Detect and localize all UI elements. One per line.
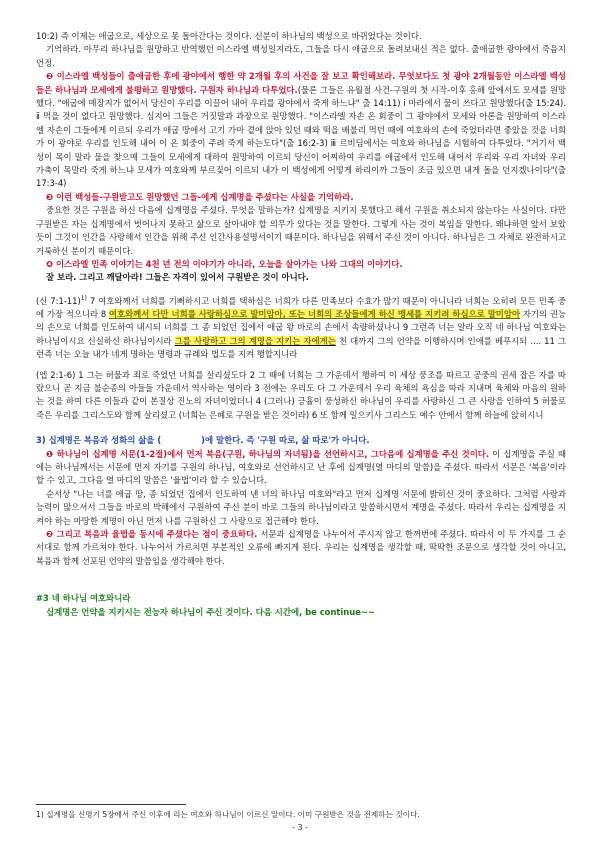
point-2-heading: ❷ 이스라엘 백성들이 출애굽한 후에 광야에서 행한 약 2개월 후의 사건을 잘 보고 확인해보라. 무엇보다도 첫 광야 2개월동안 이스라엘 백성들은 하나님과 모세에게 불평하고 원망했다. 구원자 하나님과 다투었다.: [36, 71, 566, 95]
document-body: [36, 30, 566, 619]
footnote-ref: 1): [80, 294, 87, 302]
paragraph-3: [36, 70, 566, 191]
emphasis-line: 잘 보라. 그리고 깨달아라! 그들은 자격이 있어서 구원받은 것이 아니다.: [46, 272, 309, 283]
deuteronomy-quote: (신 7:1-11)$^{1)}$ 7 여호와께서 너희를 기뻐하시고 너희를 택하심은 너희가 다른 민족보다 수효가 많기 때문이 아니니라 너희는 오히려 모든 민족 중에 가장 적으니라 8 여호와께서 다만 너희를 사랑하심으로 말미암아, 또는 너희의 조상들에게 하신 맹세를 지키려 하심으로 말미암아 자기의 권능의 손으로 너희를 인도하여 내시되 너희를 그 종 되었던 집에서 애굽 왕 바로의 손에서 속량하셨나니 9 그런즉 너는 알라 오직 네 하나님 여호와는 하나님이시요 신실하신 하나님이시라 그를 사랑하고 그의 계명을 지키는 자에게는 천 대까지 그의 언약을 이행하시며 인애를 베푸시되 .... 11 그런즉 너는 오늘 내가 네게 명하는 명령과 규례와 법도를 지켜 행할지니라: [36, 294, 567, 360]
underlined-phrase: 그를 사랑하고 그의 계명을 지키는 자에게는: [174, 335, 336, 346]
paragraph-9: ❶ 하나님이 십계명 서문(1-2절)에서 먼저 복음(구원, 하나님의 자녀됨)을 선언하시고, 그다음에 십계명을 주신 것이다. 이 십계명을 주실 때에는 하나님께서는 서문에 먼저 자기를 구원의 하나님, 여호와로 선언하시고 난 후에 십계명(열 마디의 말씀)을 주셨다. 따라서 서문은 '복음'이라 할 수 있고, 그다음 열 마디의 말씀은 '율법'이라 할 수 있습니다.: [36, 448, 566, 486]
paragraph-10: 순서상 "나는 너를 애굽 땅, 종 되었던 집에서 인도하여 낸 너의 하나님 여호와"라고 먼저 십계명 서문에 밝히신 것이 중요하다. 그처럼 사랑과 능력이 많으셔서 그들을 바로의 박해에서 구원하여 주신 분이 바로 그들의 하나님이라고 말씀하시면서 계명을 주셨다. 따라서 우리는 십계명을 지켜야 하는 마땅한 계명이 아닌 먼저 나를 구원하신 그 사랑으로 접근해야 한다.: [36, 488, 566, 526]
paragraph-3-text: (물론 그들은 유월절 사건-구원의 첫 시작-이후 홍해 앞에서도 모세를 원망했다. "애굽에 매장지가 없어서 당신이 우리를 이끌어 내어 우리를 광야에서 죽게 하느냐" 출 14:11) ⅰ 마라에서 물이 쓰다고 원망했다(출 15:24). ⅱ 먹을 것이 없다고 원망했다. 심지어 그들은 거짓말과 과장으로 원망했다. "이스라엘 자손 온 회중이 그 광야에서 모세와 아론을 원망하여 이스라엘 자손이 그들에게 이르되 우리가 애굽 땅에서 고기 가마 곁에 앉아 있던 때와 떡을 배불리 먹던 때에 여호와의 손에 죽었더라면 좋았을 것을 너희가 이 광야로 우리를 인도해 내어 이 온 회중이 주려 죽게 하는도다"(출 16:2-3) ⅲ 르비딤에서는 여호와 하나님을 시험하여 다투었다. "거기서 백성이 목이 말라 물을 찾으매 그들이 모세에게 대하여 원망하여 이르되 당신이 어찌하여 우리를 애굽에서 인도해 내어서 우리와 우리 자녀와 우리 가축이 목말라 죽게 하느냐 모세가 여호와께 부르짖어 이르되 내가 이 백성에게 어떻게 하리이까 그들이 조금 있으면 내게 돌을 던지겠나이다"(출 17:3-4): [36, 84, 566, 189]
highlighted-phrase: 여호와께서 다만 너희를 사랑하심으로 말미암아, 또는 너희의 조상들에게 하신 맹세를 지키려 하심으로 말미암아: [108, 308, 521, 319]
section-4-heading: #3 네 하나님 여호와니라: [36, 593, 131, 604]
ephesians-quote: (엡 2:1-6) 1 그는 허물과 죄로 죽었던 너희를 살리셨도다 2 그 때에 너희는 그 가운데서 행하여 이 세상 풍조를 따르고 공중의 권세 잡은 자를 따랐으니 곧 지금 불순종의 아들들 가운데서 역사하는 영이라 3 전에는 우리도 다 그 가운데서 우리 육체의 욕심을 따라 지내며 육체와 마음의 원하는 것을 하여 다른 이들과 같이 본질상 진노의 자녀이었더니 4 (그러나) 긍휼이 풍성하신 하나님이 우리를 사랑하신 그 큰 사랑을 인하여 5 허물로 죽은 우리를 그리스도와 함께 살리셨고 (너희는 은혜로 구원을 받은 것이라) 6 또 함께 일으키사 그리스도 예수 안에서 함께 하늘에 앉히시니: [36, 369, 566, 420]
section-3-point-2: ❷ 그리고 복음과 율법을 동시에 주셨다는 점이 중요하다.: [46, 529, 258, 540]
point-4-heading: ❹ 이스라엘 민족 이야기는 4천 년 전의 이야기가 아니라, 오늘을 살아가는 나와 그대의 이야기다.: [46, 258, 403, 269]
paragraph-1: 10:2) 즉 이제는 애굽으로, 세상으로 못 돌아간다는 것이다. 신분이 하나님의 백성으로 바뀌었다는 것이다.: [36, 31, 422, 41]
paragraph-2: 기억하라. 아무리 하나님을 원망하고 반역했던 이스라엘 백성일지라도, 그들을 다시 애굽으로 돌려보내신 적은 없다. 출애굽한 광야에서 죽음지언정.: [36, 44, 566, 68]
section-3-heading: 3) 십계명은 복음과 성화의 삶을 ( )에 말한다. 즉 '구원 따로, 삶 따로'가 아니다.: [36, 435, 370, 446]
page-number: - 3 -: [292, 823, 308, 832]
section-3-point-1: ❶ 하나님이 십계명 서문(1-2절)에서 먼저 복음(구원, 하나님의 자녀됨)을 선언하시고, 그다음에 십계명을 주신 것이다.: [46, 448, 490, 459]
closing-line: 십계명은 언약을 지키시는 전능자 하나님이 주신 것이다. 다음 시간에, be continue~~: [46, 606, 375, 617]
paragraph-5: 중요한 것은 구원을 하신 다음에 십계명을 주셨다. 무엇을 말하는가? 십계명을 지키지 못했다고 해서 구원을 취소되지 않는다는 사실이다. 다만 구원받은 자는 십계명에서 벗어나지 못하고 삶으로 살아내야 할 의무가 있다는 것을 말한다. 그렇게 사는 것이 복임을 말한다. 왜냐하면 앞서 보았듯이 그것이 인간을 사랑해서 인간을 위해 주신 인간사용설명서이기 때문이다. 하나님을 위해서 주신 것이 아니다. 하나님은 그 자체로 완전하시고 거룩하신 분이기 때문이다.: [36, 205, 566, 256]
footnote: 1) 십계명을 신명기 5장에서 주신 이후에 리는 여호와 하나님이 이르신 말이다. 이미 구원받은 것을 전제하는 것이다.: [36, 810, 420, 819]
point-3-heading: ❸ 이런 백성들-구원받고도 원망했던 그들-에게 십계명을 주셨다는 사실을 기억하라.: [46, 191, 354, 202]
footnote-divider: [36, 804, 186, 805]
paragraph-11: ❷ 그리고 복음과 율법을 동시에 주셨다는 점이 중요하다. 서문과 십계명을 나누어서 주시지 않고 한꺼번에 주셨다. 따라서 이 두 가지를 그 순서대로 함께 가르쳐야 한다. 나누어서 가르치면 부분적인 오류에 빠지게 된다. 우리는 십계명을 생각할 때, 딱딱한 조문으로 생각할 것이 아니고, 복음과 함께 선포된 언약의 말씀임을 생각해야 한다.: [36, 529, 567, 566]
